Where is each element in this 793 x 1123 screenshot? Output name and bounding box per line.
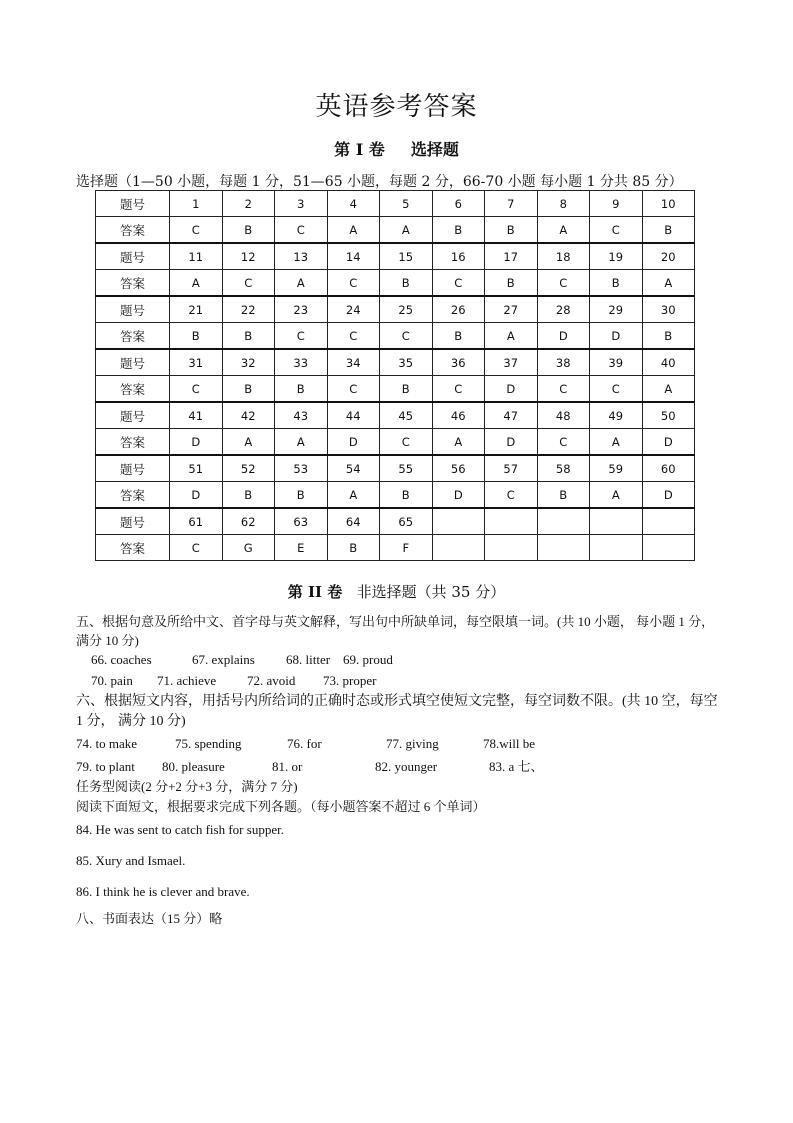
answer-label: 答案 [96, 376, 170, 403]
answer-row [96, 217, 695, 244]
answer-cell: A [485, 323, 538, 350]
question-number-cell: 39 [590, 349, 643, 376]
answer-cell: D [327, 429, 380, 456]
answer-cell: A [275, 429, 328, 456]
answer-cell: A [380, 217, 433, 244]
question-number-cell: 62 [222, 508, 275, 535]
answer-cell: C [590, 376, 643, 403]
question-number-cell: 42 [222, 402, 275, 429]
answer-cell: B [642, 217, 695, 244]
answer-row [96, 376, 695, 403]
answer-cell: D [642, 429, 695, 456]
question-number-cell: 50 [642, 402, 695, 429]
answer-cell: A [170, 270, 223, 297]
question-number-cell [642, 508, 695, 535]
answer-cell: C [327, 270, 380, 297]
answer-cell: C [170, 217, 223, 244]
answer-cell: B [380, 482, 433, 509]
section6-row1 [76, 736, 535, 752]
answer-cell: B [642, 323, 695, 350]
question-number-label: 题号 [96, 191, 170, 217]
answer-cell: B [432, 323, 485, 350]
question-number-row [96, 296, 695, 323]
answer-80: 80. pleasure [162, 759, 225, 774]
question-number-cell: 37 [485, 349, 538, 376]
section5-instruction: 五、根据句意及所给中文、首字母与英文解释，写出句中所缺单词，每空限填一词。(共 10 小题， 每小题 1 分， 满分 10 分) [76, 614, 715, 648]
question-number-label: 题号 [96, 455, 170, 482]
answer-cell: A [275, 270, 328, 297]
section7-instruction: 阅读下面短文，根据要求完成下列各题。（每小题答案不超过 6 个单词） [76, 799, 486, 814]
answer-cell [642, 535, 695, 561]
answer-84: 84. He was sent to catch fish for supper. [76, 822, 284, 837]
question-number-cell: 51 [170, 455, 223, 482]
question-number-cell: 57 [485, 455, 538, 482]
question-number-cell: 7 [485, 191, 538, 217]
question-number-cell: 2 [222, 191, 275, 217]
answer-cell: B [170, 323, 223, 350]
answer-label: 答案 [96, 482, 170, 509]
answer-82: 82. younger [375, 759, 438, 774]
answer-cell: C [537, 270, 590, 297]
section7-heading: 任务型阅读(2 分+2 分+3 分，满分 7 分) [76, 779, 298, 794]
question-number-cell: 54 [327, 455, 380, 482]
answer-79: 79. to plant [76, 759, 135, 774]
answer-cell: C [170, 535, 223, 561]
question-number-cell: 28 [537, 296, 590, 323]
question-number-cell: 45 [380, 402, 433, 429]
part1-name: 选择题 [410, 140, 459, 159]
page-title: 英语参考答案 [315, 92, 478, 122]
answer-71: 71. achieve [157, 673, 217, 688]
answer-cell: D [170, 429, 223, 456]
answer-cell: C [380, 429, 433, 456]
answer-cell: A [327, 482, 380, 509]
answer-cell: D [537, 323, 590, 350]
question-number-cell: 9 [590, 191, 643, 217]
answer-cell: D [590, 323, 643, 350]
question-number-cell: 13 [275, 243, 328, 270]
answer-cell: B [380, 270, 433, 297]
answer-cell: D [642, 482, 695, 509]
answer-cell: D [485, 429, 538, 456]
question-number-cell: 44 [327, 402, 380, 429]
part1-label: 第 I 卷 [334, 140, 385, 159]
answer-85: 85. Xury and Ismael. [76, 853, 186, 868]
question-number-cell: 25 [380, 296, 433, 323]
answer-cell: C [432, 376, 485, 403]
question-number-label: 题号 [96, 296, 170, 323]
question-number-cell: 6 [432, 191, 485, 217]
answer-cell: G [222, 535, 275, 561]
question-number-cell: 36 [432, 349, 485, 376]
answer-cell: D [170, 482, 223, 509]
answer-label: 答案 [96, 217, 170, 244]
answer-cell: B [327, 535, 380, 561]
question-number-cell: 32 [222, 349, 275, 376]
answer-label: 答案 [96, 535, 170, 561]
answer-66: 66. coaches [91, 652, 152, 667]
question-number-cell: 46 [432, 402, 485, 429]
question-number-cell: 23 [275, 296, 328, 323]
answer-cell [432, 535, 485, 561]
answer-cell: F [380, 535, 433, 561]
question-number-cell: 24 [327, 296, 380, 323]
section6-instruction: 六、根据短文内容，用括号内所给词的正确时态或形式填空使短文完整，每空词数不限。(共 10 空，每空 1 分， 满分 10 分) [76, 694, 718, 729]
answer-cell: D [432, 482, 485, 509]
answer-73: 73. proper [323, 673, 377, 688]
answer-cell: C [432, 270, 485, 297]
answer-cell: D [485, 376, 538, 403]
answer-cell: A [642, 376, 695, 403]
question-number-cell: 52 [222, 455, 275, 482]
question-number-label: 题号 [96, 243, 170, 270]
question-number-cell: 18 [537, 243, 590, 270]
answer-label: 答案 [96, 270, 170, 297]
answer-label: 答案 [96, 429, 170, 456]
question-number-cell: 60 [642, 455, 695, 482]
answer-table [95, 190, 695, 561]
answer-83: 83. a 七、 [489, 759, 544, 774]
answer-cell: A [590, 429, 643, 456]
section5-row1 [91, 652, 393, 668]
question-number-cell: 38 [537, 349, 590, 376]
question-number-cell: 34 [327, 349, 380, 376]
question-number-cell: 31 [170, 349, 223, 376]
question-number-row [96, 243, 695, 270]
answer-cell: B [380, 376, 433, 403]
answer-cell: B [275, 376, 328, 403]
answer-cell [590, 535, 643, 561]
question-number-cell: 58 [537, 455, 590, 482]
question-number-cell: 35 [380, 349, 433, 376]
answer-row [96, 535, 695, 561]
question-number-cell [485, 508, 538, 535]
answer-cell [537, 535, 590, 561]
answer-76: 76. for [287, 736, 322, 751]
answer-cell: C [170, 376, 223, 403]
choice-instruction: 选择题（1—50 小题，每题 1 分，51—65 小题，每题 2 分，66-70 小题 每小题 1 分共 85 分） [76, 174, 683, 190]
answer-77: 77. giving [386, 736, 439, 751]
answer-cell: B [590, 270, 643, 297]
question-number-cell [432, 508, 485, 535]
answer-cell: B [222, 482, 275, 509]
answer-68: 68. litter [286, 652, 331, 667]
answer-cell [485, 535, 538, 561]
answer-cell: B [275, 482, 328, 509]
question-number-cell: 27 [485, 296, 538, 323]
question-number-row [96, 508, 695, 535]
answer-cell: C [327, 323, 380, 350]
answer-69: 69. proud [343, 652, 393, 667]
question-number-cell: 8 [537, 191, 590, 217]
answer-cell: A [642, 270, 695, 297]
section8-text: 八、书面表达（15 分）略 [76, 911, 223, 926]
answer-cell: A [432, 429, 485, 456]
question-number-cell: 12 [222, 243, 275, 270]
answer-70: 70. pain [91, 673, 133, 688]
answer-cell: C [590, 217, 643, 244]
answer-row [96, 429, 695, 456]
question-number-cell: 48 [537, 402, 590, 429]
answer-cell: C [327, 376, 380, 403]
question-number-cell: 64 [327, 508, 380, 535]
answer-cell: C [537, 376, 590, 403]
answer-cell: B [222, 217, 275, 244]
answer-78: 78.will be [483, 736, 535, 751]
question-number-cell: 11 [170, 243, 223, 270]
answer-cell: C [537, 429, 590, 456]
question-number-cell: 22 [222, 296, 275, 323]
question-number-cell: 3 [275, 191, 328, 217]
answer-row [96, 482, 695, 509]
question-number-cell: 33 [275, 349, 328, 376]
answer-cell: A [327, 217, 380, 244]
answer-cell: B [222, 323, 275, 350]
question-number-cell: 10 [642, 191, 695, 217]
question-number-cell: 56 [432, 455, 485, 482]
answer-cell: A [590, 482, 643, 509]
answer-cell: A [222, 429, 275, 456]
question-number-label: 题号 [96, 349, 170, 376]
question-number-cell: 40 [642, 349, 695, 376]
question-number-cell [590, 508, 643, 535]
answer-81: 81. or [272, 759, 303, 774]
question-number-cell: 53 [275, 455, 328, 482]
question-number-cell: 16 [432, 243, 485, 270]
answer-cell: C [380, 323, 433, 350]
answer-cell: B [537, 482, 590, 509]
question-number-cell: 21 [170, 296, 223, 323]
part2-heading [0, 581, 793, 602]
answer-row [96, 323, 695, 350]
answer-75: 75. spending [175, 736, 242, 751]
section6-row2 [76, 756, 544, 775]
answer-86: 86. I think he is clever and brave. [76, 884, 250, 899]
answer-cell: C [485, 482, 538, 509]
answer-row [96, 270, 695, 297]
question-number-row [96, 455, 695, 482]
question-number-label: 题号 [96, 508, 170, 535]
answer-cell: C [222, 270, 275, 297]
question-number-cell: 43 [275, 402, 328, 429]
answer-cell: B [222, 376, 275, 403]
question-number-row [96, 191, 695, 217]
question-number-cell: 1 [170, 191, 223, 217]
question-number-cell: 14 [327, 243, 380, 270]
question-number-cell: 17 [485, 243, 538, 270]
question-number-cell: 59 [590, 455, 643, 482]
question-number-row [96, 349, 695, 376]
answer-67: 67. explains [192, 652, 255, 667]
question-number-cell: 61 [170, 508, 223, 535]
answer-cell: C [275, 323, 328, 350]
question-number-cell: 63 [275, 508, 328, 535]
answer-74: 74. to make [76, 736, 138, 751]
answer-72: 72. avoid [247, 673, 296, 688]
answer-label: 答案 [96, 323, 170, 350]
question-number-cell: 15 [380, 243, 433, 270]
section5-row2 [91, 673, 376, 689]
question-number-cell: 30 [642, 296, 695, 323]
question-number-cell: 4 [327, 191, 380, 217]
question-number-cell: 29 [590, 296, 643, 323]
question-number-cell: 20 [642, 243, 695, 270]
question-number-cell: 26 [432, 296, 485, 323]
answer-cell: B [485, 270, 538, 297]
part2-name: 非选择题（共 35 分） [356, 583, 506, 601]
question-number-row [96, 402, 695, 429]
answer-cell: A [537, 217, 590, 244]
answer-cell: B [432, 217, 485, 244]
answer-cell: E [275, 535, 328, 561]
question-number-cell: 65 [380, 508, 433, 535]
answer-cell: B [485, 217, 538, 244]
question-number-cell: 19 [590, 243, 643, 270]
question-number-label: 题号 [96, 402, 170, 429]
question-number-cell: 47 [485, 402, 538, 429]
part2-label: 第 II 卷 [287, 583, 343, 601]
question-number-cell: 55 [380, 455, 433, 482]
question-number-cell: 5 [380, 191, 433, 217]
question-number-cell [537, 508, 590, 535]
question-number-cell: 41 [170, 402, 223, 429]
answer-cell: C [275, 217, 328, 244]
part1-heading [0, 137, 793, 160]
question-number-cell: 49 [590, 402, 643, 429]
